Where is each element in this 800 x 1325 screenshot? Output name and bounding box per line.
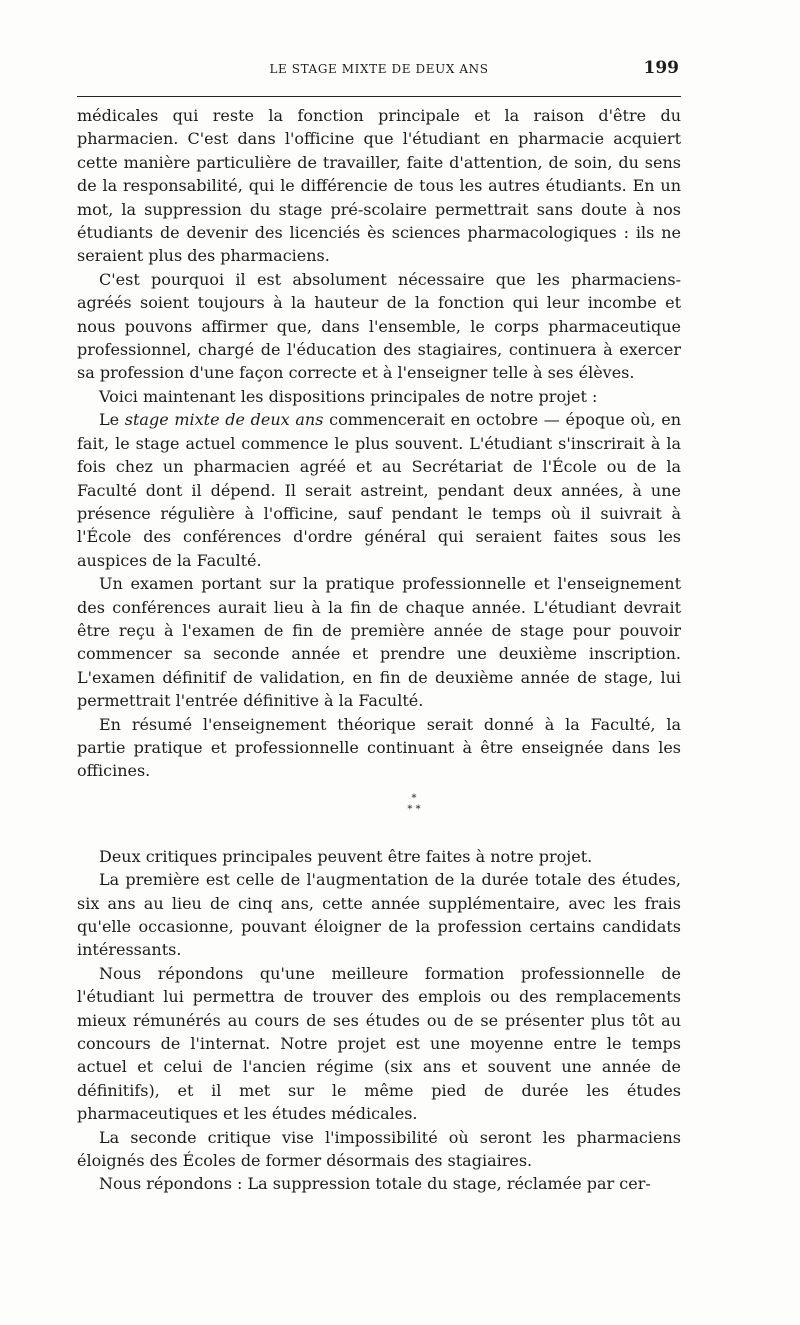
body-text: [77, 104, 681, 1196]
paragraph: Un examen portant sur la pratique professionnelle et l'enseignement des conférences aurait lieu à la fin de chaque année. L'étudiant devrait être reçu à l'examen de fin de première année de stage pour pouvoir commencer sa seconde année et prendre une deuxième inscription. L'examen définitif de validation, en fin de deuxième année de stage, lui permettrait l'entrée définitive à la Faculté.: [77, 574, 681, 711]
paragraph: La première est celle de l'augmentation de la durée totale des études, six ans au lieu de cinq ans, cette année supplémentaire, avec les frais qu'elle occasionne, pouvant éloigner de la profession certains candidats intéressants.: [77, 870, 681, 960]
paragraph: [77, 408, 681, 572]
paragraph: C'est pourquoi il est absolument nécessaire que les pharmaciens-agréés soient toujours à la hauteur de la fonction qui leur incombe et nous pouvons affirmer que, dans l'ensemble, le corps pharmaceutique professionnel, chargé de l'éducation des stagiaires, continuera à exercer sa profession d'une façon correcte et à l'enseigner telle à ses élèves.: [77, 269, 681, 383]
separator-star-top: *: [411, 792, 417, 804]
page-header: [77, 58, 681, 82]
paragraph: médicales qui reste la fonction principale et la raison d'être du pharmacien. C'est dans l'officine que l'étudiant en pharmacie acquiert cette manière particulière de travailler, faite d'attention, de soin, du sens de la responsabilité, qui le différencie de tous les autres étudiants. En un mot, la suppression du stage pré-scolaire permettrait sans doute à nos étudiants de devenir des licenciés ès sciences pharmacologiques : ils ne seraient plus des pharmaciens.: [77, 106, 681, 266]
italic-term: stage mixte de deux ans: [124, 410, 324, 430]
page-number: 199: [643, 58, 679, 78]
paragraph: Nous répondons : La suppression totale du stage, réclamée par cer-: [99, 1174, 651, 1194]
separator-stars-bottom: * *: [407, 803, 421, 815]
paragraph: La seconde critique vise l'impossibilité où seront les pharmaciens éloignés des Écoles de former désormais des stagiaires.: [77, 1127, 681, 1171]
paragraph: Deux critiques principales peuvent être faites à notre projet.: [99, 846, 593, 866]
paragraph-rest: commencerait en octobre — époque où, en fait, le stage actuel commence le plus souvent. L'étudiant s'inscrirait à la fois chez un pharmacien agréé et au Secrétariat de l'École ou de la Faculté dont il dépend. Il serait astreint, pendant deux années, à une présence régulière à l'officine, sauf pendant le temps où il suivrait à l'École des conférences d'ordre général qui seraient faites sous les auspices de la Faculté.: [77, 410, 682, 570]
running-title: LE STAGE MIXTE DE DEUX ANS: [269, 62, 489, 76]
paragraph-prefix: Le: [99, 410, 125, 430]
paragraph: Voici maintenant les dispositions principales de notre projet :: [99, 386, 598, 406]
header-rule: [77, 96, 681, 97]
paragraph: En résumé l'enseignement théorique serait donné à la Faculté, la partie pratique et professionnelle continuant à être enseignée dans les officines.: [77, 714, 681, 781]
paragraph: Nous répondons qu'une meilleure formation professionnelle de l'étudiant lui permettra de trouver des emplois ou des remplacements mieux rémunérés au cours de ses études ou de se présenter plus tôt au concours de l'internat. Notre projet est une moyenne entre le temps actuel et celui de l'ancien régime (six ans et souvent une année de définitifs), et il met sur le même pied de durée les études pharmaceutiques et les études médicales.: [77, 963, 681, 1124]
section-separator: [147, 793, 681, 815]
